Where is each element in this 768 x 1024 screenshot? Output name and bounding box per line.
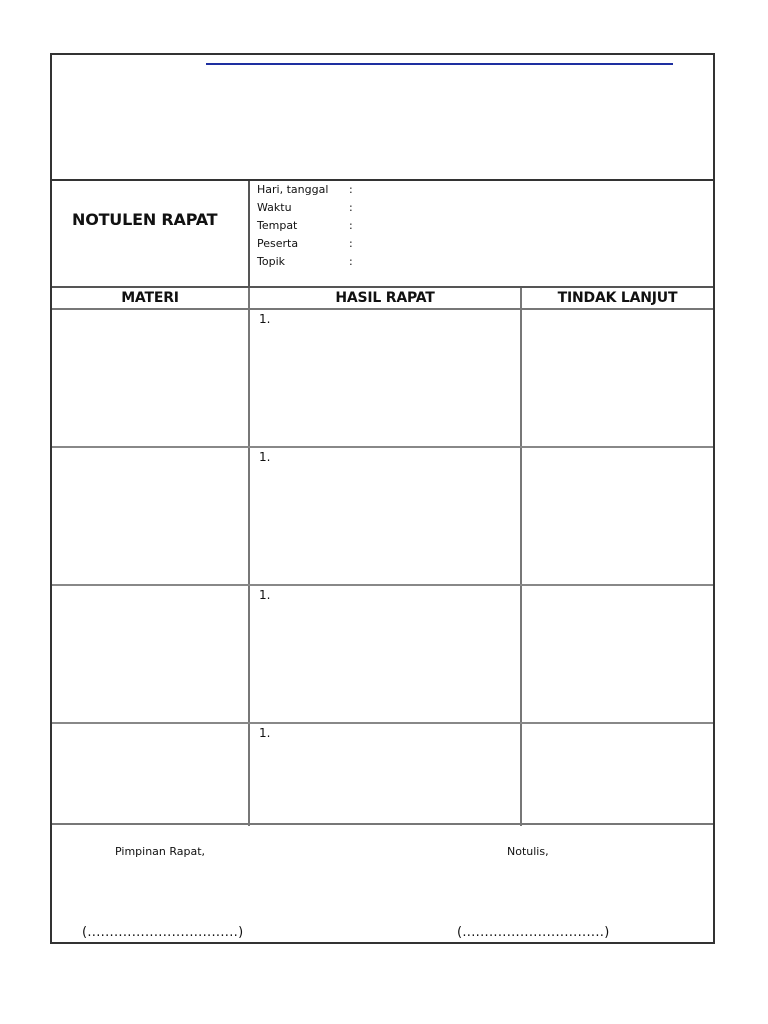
info-row-time bbox=[257, 199, 697, 217]
info-label: Tempat bbox=[257, 219, 298, 232]
info-label: Hari, tanggal bbox=[257, 183, 329, 196]
info-label: Peserta bbox=[257, 237, 299, 250]
info-separator: : bbox=[349, 237, 353, 250]
signature-section bbox=[52, 823, 713, 944]
column-divider bbox=[520, 288, 522, 308]
column-header-materi: MATERI bbox=[121, 290, 179, 306]
column-divider bbox=[248, 288, 250, 308]
signature-title-chair: Pimpinan Rapat, bbox=[115, 845, 206, 858]
column-header-tindak-lanjut: TINDAK LANJUT bbox=[557, 290, 678, 306]
column-header-hasil-rapat: HASIL RAPAT bbox=[335, 290, 435, 306]
letterhead-area bbox=[52, 55, 713, 181]
column-divider bbox=[248, 448, 250, 584]
info-row-date bbox=[257, 181, 697, 199]
column-divider bbox=[520, 310, 522, 446]
hasil-rapat-cell: 1. bbox=[259, 312, 271, 326]
table-row bbox=[52, 448, 713, 586]
info-label: Topik bbox=[257, 255, 285, 268]
signature-line-chair: (..................................) bbox=[82, 925, 244, 940]
column-divider bbox=[248, 586, 250, 722]
signature-line-secretary: (................................) bbox=[457, 925, 610, 940]
table-header-row bbox=[52, 286, 713, 310]
table-row bbox=[52, 724, 713, 826]
meeting-info-section bbox=[52, 181, 713, 287]
letterhead-rule bbox=[206, 63, 673, 65]
info-row-participants bbox=[257, 235, 697, 253]
info-label: Waktu bbox=[257, 201, 292, 214]
column-divider bbox=[520, 724, 522, 826]
signature-title-secretary: Notulis, bbox=[507, 845, 549, 858]
table-row bbox=[52, 310, 713, 448]
column-divider bbox=[520, 448, 522, 584]
info-divider bbox=[248, 181, 250, 287]
column-divider bbox=[248, 724, 250, 826]
hasil-rapat-cell: 1. bbox=[259, 726, 271, 740]
hasil-rapat-cell: 1. bbox=[259, 450, 271, 464]
info-separator: : bbox=[349, 255, 353, 268]
minutes-table bbox=[52, 286, 713, 826]
meeting-info-list bbox=[257, 181, 697, 271]
column-divider bbox=[520, 586, 522, 722]
info-separator: : bbox=[349, 183, 353, 196]
info-separator: : bbox=[349, 219, 353, 232]
info-row-topic bbox=[257, 253, 697, 271]
hasil-rapat-cell: 1. bbox=[259, 588, 271, 602]
info-separator: : bbox=[349, 201, 353, 214]
document-frame bbox=[50, 53, 715, 944]
column-divider bbox=[248, 310, 250, 446]
info-row-place bbox=[257, 217, 697, 235]
document-title: NOTULEN RAPAT bbox=[72, 210, 218, 229]
table-row bbox=[52, 586, 713, 724]
